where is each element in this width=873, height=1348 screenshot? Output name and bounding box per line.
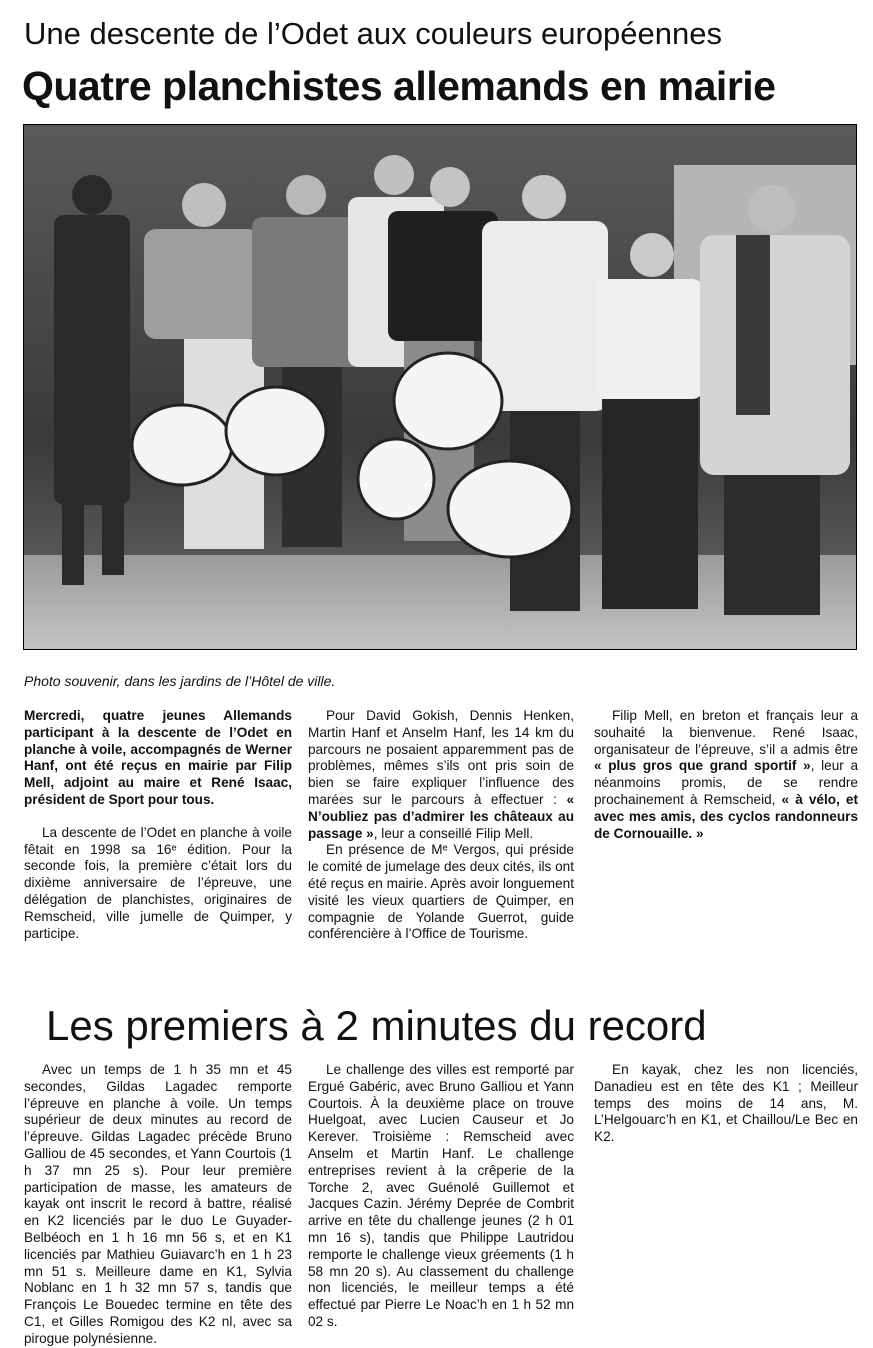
article2-headline: Les premiers à 2 minutes du record bbox=[46, 1002, 707, 1049]
article2-column-2 bbox=[308, 1062, 574, 1331]
paragraph-text: , leur a conseillé Filip Mell. bbox=[373, 825, 534, 841]
article2-column-3 bbox=[594, 1062, 858, 1146]
quote: « plus gros que grand sportif » bbox=[594, 758, 811, 774]
group-photo-illustration bbox=[24, 125, 857, 650]
article1-paragraph bbox=[308, 708, 574, 842]
article2-paragraph: En kayak, chez les non licenciés, Danadieu est en tête des K1 ; Meilleur temps des moins de 14 ans, M. L’Helgouarc’h en K1, et Chaillou/Le Bec en K2. bbox=[594, 1062, 858, 1145]
paragraph-text: Pour David Gokish, Dennis Henken, Martin Hanf et Anselm Hanf, les 14 km du parcours ne posaient apparemment pas de problèmes, mêmes s’ils ont pris soin de bien se faire expliquer l’influence des marées sur le parcours à effectuer : bbox=[308, 708, 574, 807]
paragraph-text: , leur a néanmoins promis, de se rendre prochainement à Remscheid, bbox=[594, 758, 859, 807]
article-kicker: Une descente de l’Odet aux couleurs européennes bbox=[24, 16, 722, 51]
article2-column-1 bbox=[24, 1062, 292, 1348]
article1-column-1 bbox=[24, 708, 292, 942]
article1-paragraph: En présence de Mᵉ Vergos, qui préside le comité de jumelage des deux cités, ils ont été reçus en mairie. Après avoir longuement visité les vieux quartiers de Quimper, en compagnie de Yolande Guerrot, guide conférencière à l’Office de Tourisme. bbox=[308, 842, 574, 942]
quote: « à vélo, et avec mes amis, des cyclos randonneurs de Cornouaille. » bbox=[594, 791, 859, 841]
article1-column-3 bbox=[594, 708, 858, 842]
article-headline: Quatre planchistes allemands en mairie bbox=[22, 63, 776, 109]
quote: « N’oubliez pas d’admirer les châteaux au passage » bbox=[308, 791, 574, 841]
photo-caption: Photo souvenir, dans les jardins de l’Hôtel de ville. bbox=[24, 673, 336, 689]
paragraph-text: Filip Mell, en breton et français leur a souhaité la bienvenue. René Isaac, organisateur de l’épreuve, s’il a admis être bbox=[594, 708, 858, 757]
article1-paragraph: La descente de l’Odet en planche à voile fêtait en 1998 sa 16ᵉ édition. Pour la seconde fois, la première c’était lors du dixième anniversaire de l’épreuve, une délégation de planchistes, originaires de Remscheid, ville jumelle de Quimper, y participe. bbox=[24, 824, 292, 941]
article2-paragraph: Avec un temps de 1 h 35 mn et 45 secondes, Gildas Lagadec remporte l’épreuve en planche à voile. Un temps supérieur de deux minutes au record de l’épreuve. Gildas Lagadec précède Bruno Galliou de 45 secondes, et Yann Courtois (1 h 37 mn 25 s). Pour leur première participation de masse, les amateurs de kayak ont inscrit le record à battre, réalisé en K2 licenciés par le duo Le Guyader-Belbéoch en 1 h 16 mn 56 s, et en K1 licenciés par Mathieu Guiavarc’h en 1 h 23 mn 51 s. Meilleure dame en K1, Sylvia Noblanc en 1 h 32 mn 57 s, tandis que François Le Bouedec termine en tête des C1, et Gilles Romigou des K2 nl, avec sa pirogue polynésienne. bbox=[24, 1062, 292, 1346]
article1-paragraph bbox=[594, 708, 858, 842]
group-photo bbox=[23, 124, 857, 650]
article2-paragraph: Le challenge des villes est remporté par Ergué Gabéric, avec Bruno Galliou et Yann Courtois. À la deuxième place on trouve Huelgoat, avec Lucien Causeur et Jo Kerever. Troisième : Remscheid avec Anselm et Martin Hanf. Le challenge entreprises revient à la crêperie de la Torche 2, avec Guénolé Guillemot et Jacques Cazin. Jérémy Deprée de Combrit arrive en tête du challenge jeunes (2 h 01 mn 16 s), tandis que Philippe Lautridou remporte le challenge vieux gréements (1 h 58 mn 20 s). Au classement du challenge non licenciés, le meilleur temps a été effectué par Pierre Le Noac’h en 1 h 52 mn 02 s. bbox=[308, 1062, 574, 1329]
article1-lead: Mercredi, quatre jeunes Allemands participant à la descente de l’Odet en planche à voile, accompagnés de Werner Hanf, ont été reçus en mairie par Filip Mell, adjoint au maire et René Isaac, président de Sport pour tous. bbox=[24, 708, 292, 807]
article1-column-2 bbox=[308, 708, 574, 943]
